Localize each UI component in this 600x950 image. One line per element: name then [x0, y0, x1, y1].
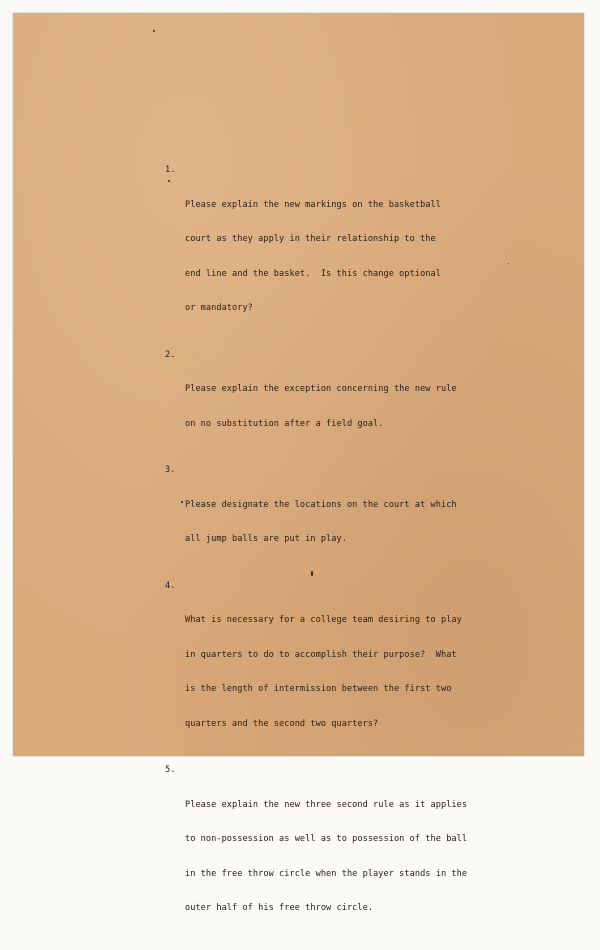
question-text-line: on no substitution after a field goal.	[185, 418, 384, 429]
question-text-line: end line and the basket. Is this change optional	[185, 268, 441, 279]
question-number: 4.	[165, 580, 176, 591]
question-text-line: What is necessary for a college team desiring to play	[185, 615, 462, 625]
question-text-line: is the length of intermission between the first two	[185, 684, 452, 694]
question-number: 5.	[165, 765, 176, 775]
question-text-line: Please explain the new markings on the basketball	[185, 199, 441, 210]
question-text-line: court as they apply in their relationship to the	[185, 234, 436, 244]
question-list	[165, 165, 500, 950]
question-text-line: to non-possession as well as to possession of the ball	[185, 834, 468, 844]
question-item	[165, 581, 500, 754]
question-text-line: Please explain the new three second rule as it applies	[185, 799, 468, 810]
question-number: 1.	[165, 165, 176, 175]
question-text-line: in the free throw circle when the player stands in the	[185, 868, 468, 879]
question-item	[165, 165, 500, 338]
question-text-line: all jump balls are put in play.	[185, 534, 347, 544]
paper-speck	[153, 30, 155, 32]
question-number: 3.	[165, 465, 176, 475]
question-item	[165, 465, 500, 569]
question-text-line: in quarters to do to accomplish their purpose? What	[185, 649, 457, 660]
paper-speck	[311, 571, 313, 576]
question-text-line: Please explain the exception concerning the new rule	[185, 384, 457, 394]
question-item	[165, 765, 500, 938]
paper-speck	[168, 180, 170, 182]
question-text-line: outer half of his free throw circle.	[185, 903, 374, 913]
paper-speck	[181, 501, 183, 503]
question-text-line: or mandatory?	[185, 303, 253, 313]
question-text-line: quarters and the second two quarters?	[185, 718, 379, 729]
question-item	[165, 350, 500, 454]
typed-page	[13, 13, 584, 913]
question-number: 2.	[165, 349, 176, 360]
question-text-line: Please designate the locations on the court at which	[185, 499, 457, 510]
paper-speck	[508, 263, 509, 264]
